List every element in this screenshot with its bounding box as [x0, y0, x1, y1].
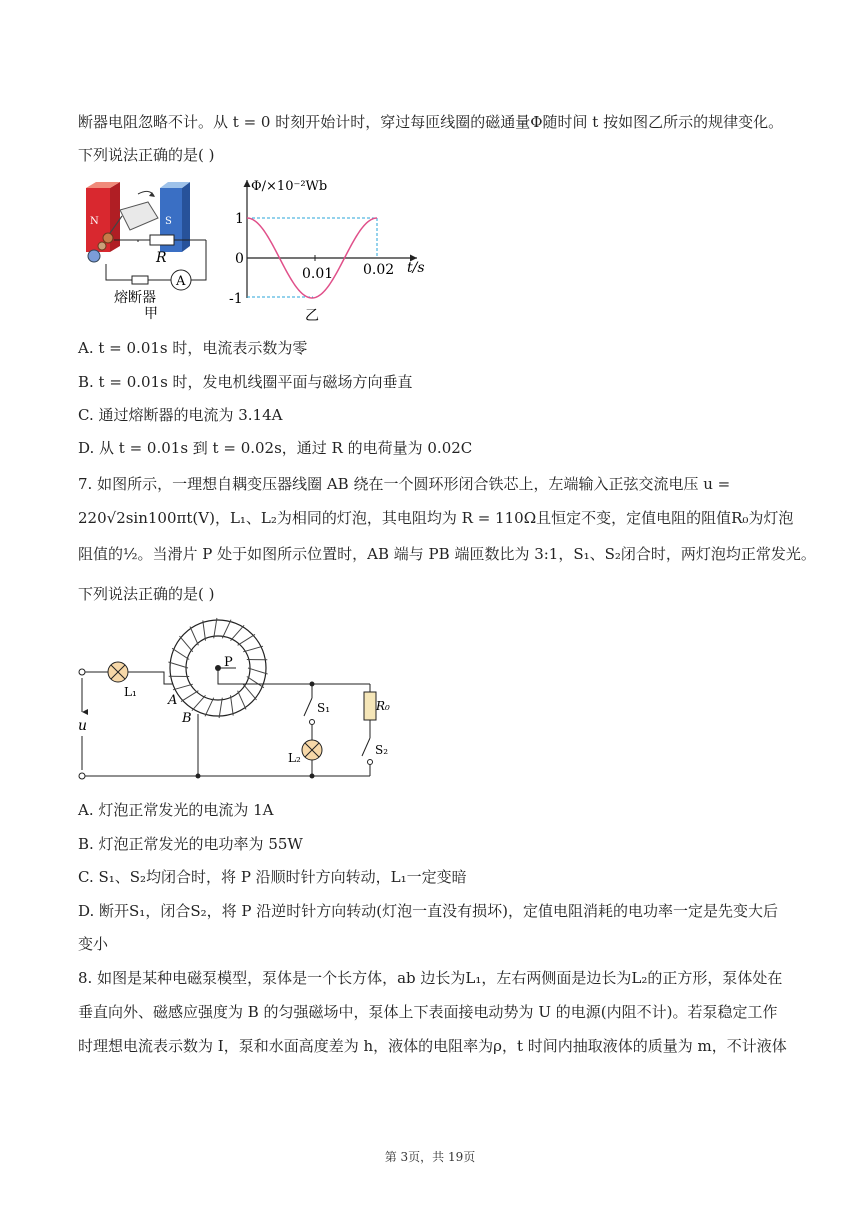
- label-p: P: [224, 655, 233, 670]
- label-fuse: 熔断器: [114, 290, 156, 306]
- caption-jia: 甲: [144, 306, 158, 320]
- q7-stem-line-4: 下列说法正确的是( ): [78, 585, 215, 603]
- yi-xlabel: t/s: [407, 260, 425, 276]
- q7-option-a: A. 灯泡正常发光的电流为 1A: [78, 801, 274, 819]
- yi-ylabel: Φ/×10⁻²Wb: [251, 179, 328, 194]
- caption-yi: 乙: [305, 308, 319, 324]
- label-b: B: [182, 711, 192, 726]
- label-a: A: [176, 274, 186, 289]
- label-n: N: [90, 216, 99, 227]
- q6-figure-yi: [225, 170, 435, 330]
- yi-tick-002: 0.02: [363, 262, 395, 278]
- q8-stem-line-3: 时理想电流表示数为 I，泵和水面高度差为 h，液体的电阻率为ρ，t 时间内抽取液体的质量为 m，不计液体: [78, 1037, 787, 1055]
- fuse: [132, 276, 148, 284]
- switch-s1: [304, 698, 312, 716]
- q7-stem-line-2: 220√2sin100πt(V)，L₁、L₂为相同的灯泡，其电阻均为 R = 110Ω且恒定不变，定值电阻的阻值R₀为灯泡: [78, 509, 794, 527]
- q6-option-c: C. 通过熔断器的电流为 3.14A: [78, 406, 283, 424]
- q8-stem-line-1: 8. 如图是某种电磁泵模型，泵体是一个长方体，ab 边长为L₁，左右两侧面是边长为L₂的正方形，泵体处在: [78, 969, 783, 987]
- yi-tick-0: 0: [235, 251, 244, 267]
- page-footer: 第 3页，共 19页: [384, 1150, 476, 1164]
- q6-figure-jia: [78, 180, 213, 320]
- yi-tick-neg1: -1: [229, 291, 243, 307]
- label-r0: R₀: [376, 699, 390, 713]
- label-l1: L₁: [124, 685, 137, 699]
- label-a: A: [168, 693, 178, 708]
- label-s: S: [165, 216, 172, 227]
- q7-option-c: C. S₁、S₂均闭合时，将 P 沿顺时针方向转动，L₁一定变暗: [78, 868, 467, 886]
- label-s2: S₂: [375, 743, 389, 757]
- label-r: R: [156, 250, 167, 266]
- yi-tick-1: 1: [235, 211, 244, 227]
- q7-option-d-line-1: D. 断开S₁，闭合S₂，将 P 沿逆时针方向转动(灯泡一直没有损坏)，定值电阻消耗的电功率一定是先变大后: [78, 902, 778, 920]
- q6-stem-line-2: 下列说法正确的是( ): [78, 146, 215, 164]
- label-s1: S₁: [317, 701, 331, 715]
- resistor-r0: [364, 692, 376, 720]
- label-u: u: [78, 718, 88, 734]
- q6-option-a: A. t = 0.01s 时，电流表示数为零: [78, 339, 308, 357]
- q7-circuit-figure: [72, 612, 402, 792]
- yi-tick-001: 0.01: [302, 266, 334, 282]
- q7-option-d-line-2: 变小: [78, 935, 109, 953]
- q6-stem-line-1: 断器电阻忽略不计。从 t = 0 时刻开始计时，穿过每匝线圈的磁通量Φ随时间 t 按如图乙所示的规律变化。: [78, 113, 784, 131]
- q6-option-b: B. t = 0.01s 时，发电机线圈平面与磁场方向垂直: [78, 373, 413, 391]
- q8-stem-line-2: 垂直向外、磁感应强度为 B 的匀强磁场中，泵体上下表面接电动势为 U 的电源(内阻不计)。若泵稳定工作: [78, 1003, 778, 1021]
- q7-stem-line-3: 阻值的½。当滑片 P 处于如图所示位置时，AB 端与 PB 端匝数比为 3:1，S₁、S₂闭合时，两灯泡均正常发光。: [78, 545, 816, 563]
- switch-s2: [362, 738, 370, 756]
- q7-stem-line-1: 7. 如图所示，一理想自耦变压器线圈 AB 绕在一个圆环形闭合铁芯上，左端输入正弦交流电压 u =: [78, 475, 731, 493]
- q6-option-d: D. 从 t = 0.01s 到 t = 0.02s，通过 R 的电荷量为 0.02C: [78, 439, 473, 457]
- label-l2: L₂: [288, 751, 301, 765]
- resistor-r: [150, 235, 174, 245]
- q7-option-b: B. 灯泡正常发光的电功率为 55W: [78, 835, 303, 853]
